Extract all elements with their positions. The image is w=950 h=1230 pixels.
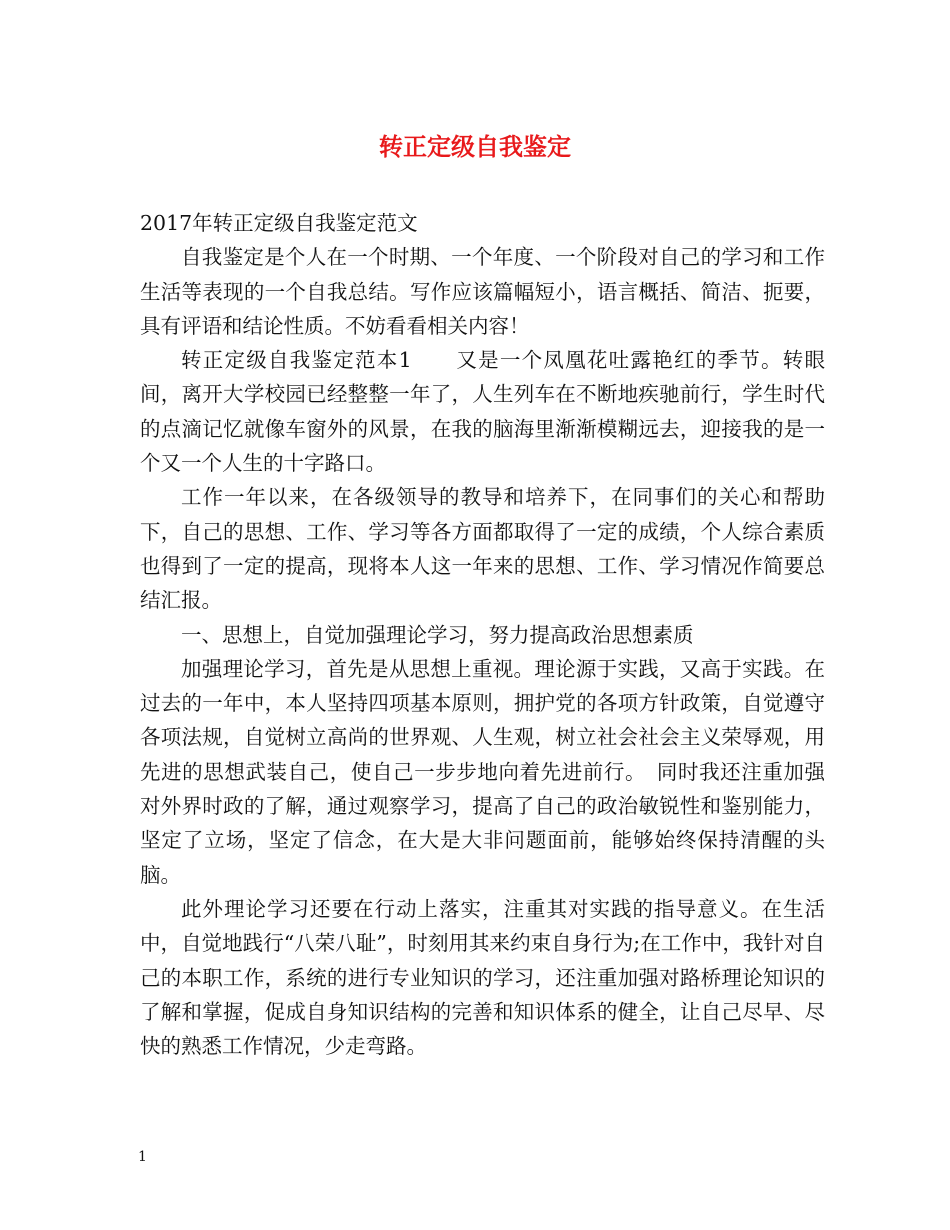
paragraph-sample-1: 转正定级自我鉴定范本1 又是一个凤凰花吐露艳红的季节。转眼间，离开大学校园已经整整一年了，人生列车在不断地疾驰前行，学生时代的点滴记忆就像车窗外的风景，在我的脑海里渐渐模糊远去，迎接我的是一个又一个人生的十字路口。 [140,348,825,476]
page-number: 1 [138,1149,147,1165]
paragraph-intro: 自我鉴定是个人在一个时期、一个年度、一个阶段对自己的学习和工作生活等表现的一个自我总结。写作应该篇幅短小，语言概括、简洁、扼要，具有评语和结论性质。不妨看看相关内容！ [140,245,825,338]
section-heading-thought: 一、思想上，自觉加强理论学习，努力提高政治思想素质 [181,622,694,647]
paragraph-practice: 此外理论学习还要在行动上落实，注重其对实践的指导意义。在生活中，自觉地践行“八荣八耻”，时刻用其来约束自身行为;在工作中，我针对自己的本职工作，系统的进行专业知识的学习，还注重加强对路桥理论知识的了解和掌握，促成自身知识结构的完善和知识体系的健全，让自己尽早、尽快的熟悉工作情况，少走弯路。 [140,896,825,1059]
document-subtitle: 2017年转正定级自我鉴定范文 [140,211,418,235]
document-body [140,206,825,1063]
paragraph-theory-learning: 加强理论学习，首先是从思想上重视。理论源于实践，又高于实践。在过去的一年中，本人坚持四项基本原则，拥护党的各项方针政策，自觉遵守各项法规，自觉树立高尚的世界观、人生观，树立社会社会主义荣辱观，用先进的思想武装自己，使自己一步步地向着先进前行。 同时我还注重加强对外界时政的了解，通过观察学习，提高了自己的政治敏锐性和鉴别能力，坚定了立场，坚定了信念，在大是大非问题面前，能够始终保持清醒的头脑。 [140,656,825,887]
paragraph-work-summary: 工作一年以来，在各级领导的教导和培养下，在同事们的关心和帮助下，自己的思想、工作、学习等各方面都取得了一定的成绩，个人综合素质也得到了一定的提高，现将本人这一年来的思想、工作、学习情况作简要总结汇报。 [140,485,825,613]
document-title: 转正定级自我鉴定 [379,132,571,161]
